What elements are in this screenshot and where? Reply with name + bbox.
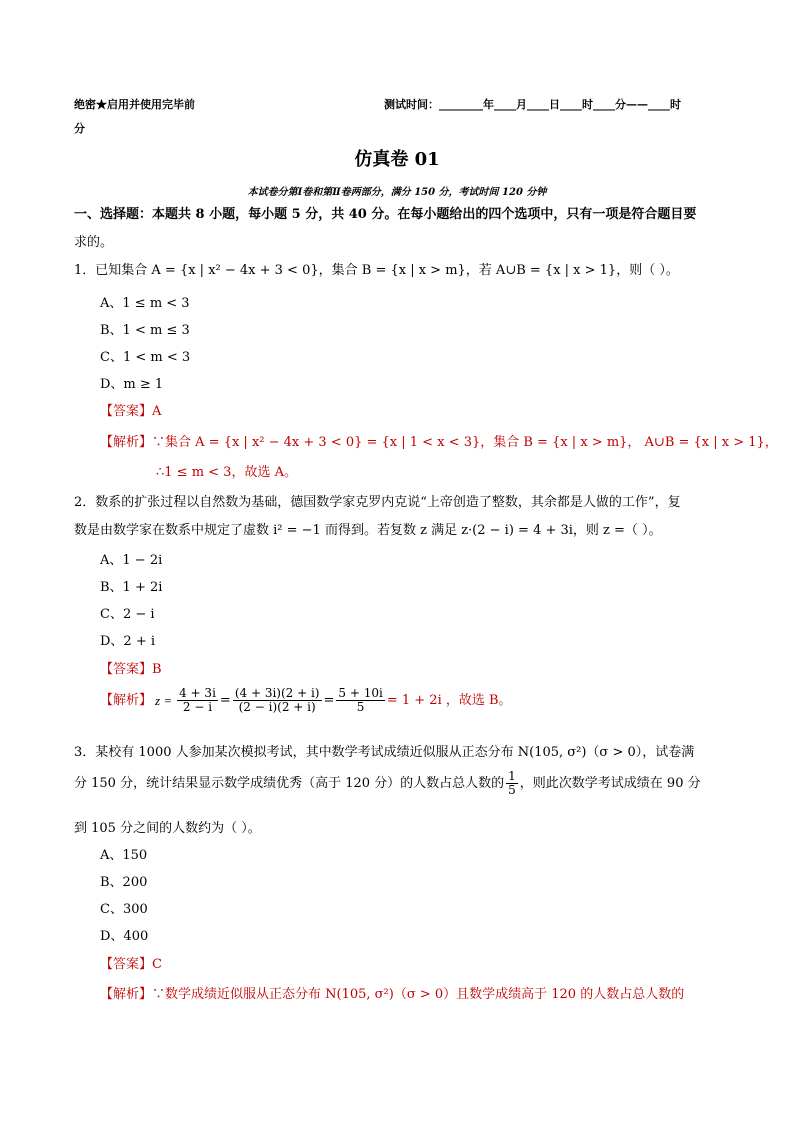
q3-option-b: B、200 (100, 875, 148, 890)
q3-stem-line2-a: 分 150 分，统计结果显示数学成绩优秀（高于 120 分）的人数占总人数的 (74, 775, 505, 791)
q3-fraction-numerator: 1 (508, 769, 516, 783)
page-subtitle: 本试卷分第Ⅰ卷和第Ⅱ卷两部分，满分 150 分，考试时间 120 分钟 (247, 187, 547, 198)
q2-stem-line1: 2．数系的扩张过程以自然数为基础，德国数学家克罗内克说“上帝创造了整数，其余都是人做的工作”，复 (74, 495, 681, 510)
analysis-tag: 【解析】 (100, 987, 153, 1002)
fraction-3 (336, 687, 384, 714)
q2-option-c: C、2 − i (100, 607, 155, 622)
q1-option-d: D、m ≥ 1 (100, 377, 164, 392)
q3-answer (100, 956, 162, 974)
q3-stem-line2 (74, 770, 701, 797)
q3-stem-line1: 3．某校有 1000 人参加某次模拟考试，其中数学考试成绩近似服从正态分布 N(105, σ²)（σ > 0），试卷满 (74, 745, 695, 760)
q3-stem-line3: 到 105 分之间的人数约为（ ）。 (74, 821, 261, 836)
q2-option-b: B、1 + 2i (100, 580, 163, 595)
answer-value: C (152, 957, 162, 972)
q1-answer (100, 403, 161, 421)
fraction-1-denominator: 2 − i (182, 700, 213, 714)
answer-tag: 【答案】 (100, 404, 153, 419)
fraction-2 (233, 687, 322, 714)
q1-stem: 1．已知集合 A = {x | x² − 4x + 3 < 0}，集合 B = {x | x > m}，若 A∪B = {x | x > 1}，则（ ）。 (74, 263, 679, 278)
q3-option-d: D、400 (100, 929, 149, 944)
analysis-tag: 【解析】 (100, 435, 153, 450)
q2-answer (100, 661, 162, 679)
page-title: 仿真卷 01 (354, 149, 440, 170)
confidential-label: 绝密★启用并使用完毕前 (74, 98, 195, 111)
equals-sign: = (323, 692, 335, 708)
fraction-3-numerator: 5 + 10i (338, 686, 383, 700)
q3-option-a: A、150 (100, 848, 148, 863)
q1-option-b: B、1 < m ≤ 3 (100, 323, 190, 338)
section-instruction-line1: 一、选择题：本题共 8 小题，每小题 5 分，共 40 分。在每小题给出的四个选项中，只有一项是符合题目要 (74, 207, 697, 222)
analysis-tag: 【解析】 (100, 692, 153, 708)
answer-value: A (152, 404, 162, 419)
q2-option-a: A、1 − 2i (100, 553, 163, 568)
q3-analysis (100, 986, 684, 1004)
q2-option-d: D、2 + i (100, 634, 156, 649)
answer-tag: 【答案】 (100, 957, 153, 972)
fraction-2-denominator: (2 − i)(2 + i) (238, 700, 316, 714)
z-equals: z = (155, 692, 173, 708)
q3-fraction-denominator: 5 (508, 783, 516, 797)
header-wrap: 分 (74, 122, 85, 135)
q3-fraction (506, 770, 518, 797)
fraction-2-numerator: (4 + 3i)(2 + i) (234, 686, 320, 700)
analysis-text: ∵数学成绩近似服从正态分布 N(105, σ²)（σ > 0）且数学成绩高于 120 的人数占总人数的 (152, 987, 685, 1002)
q2-stem-line2: 数是由数学家在数系中规定了虚数 i² = −1 而得到。若复数 z 满足 z·(2 − i) = 4 + 3i，则 z =（ ）。 (74, 523, 662, 538)
equals-sign: = (219, 692, 231, 708)
analysis-text: ∵集合 A = {x | x² − 4x + 3 < 0} = {x | 1 < x < 3}，集合 B = {x | x > m}， A∪B = {x | x > 1}， (152, 435, 778, 450)
q1-option-a: A、1 ≤ m < 3 (100, 296, 190, 311)
q1-analysis (100, 434, 778, 452)
answer-value: B (152, 662, 162, 677)
q3-option-c: C、300 (100, 902, 148, 917)
fraction-1-numerator: 4 + 3i (179, 686, 216, 700)
analysis-result: = 1 + 2i ，故选 B。 (386, 692, 512, 708)
fraction-1 (177, 687, 218, 714)
answer-tag: 【答案】 (100, 662, 153, 677)
test-time-line: 测试时间：________年____月____日____时____分——____时 (384, 98, 681, 111)
q3-stem-line2-b: ，则此次数学考试成绩在 90 分 (519, 775, 701, 791)
fraction-3-denominator: 5 (356, 700, 365, 714)
section-instruction-line2: 求的。 (74, 235, 114, 250)
q1-option-c: C、1 < m < 3 (100, 350, 191, 365)
q1-analysis-conclusion: ∴1 ≤ m < 3，故选 A。 (156, 465, 297, 480)
q2-analysis (100, 687, 512, 714)
